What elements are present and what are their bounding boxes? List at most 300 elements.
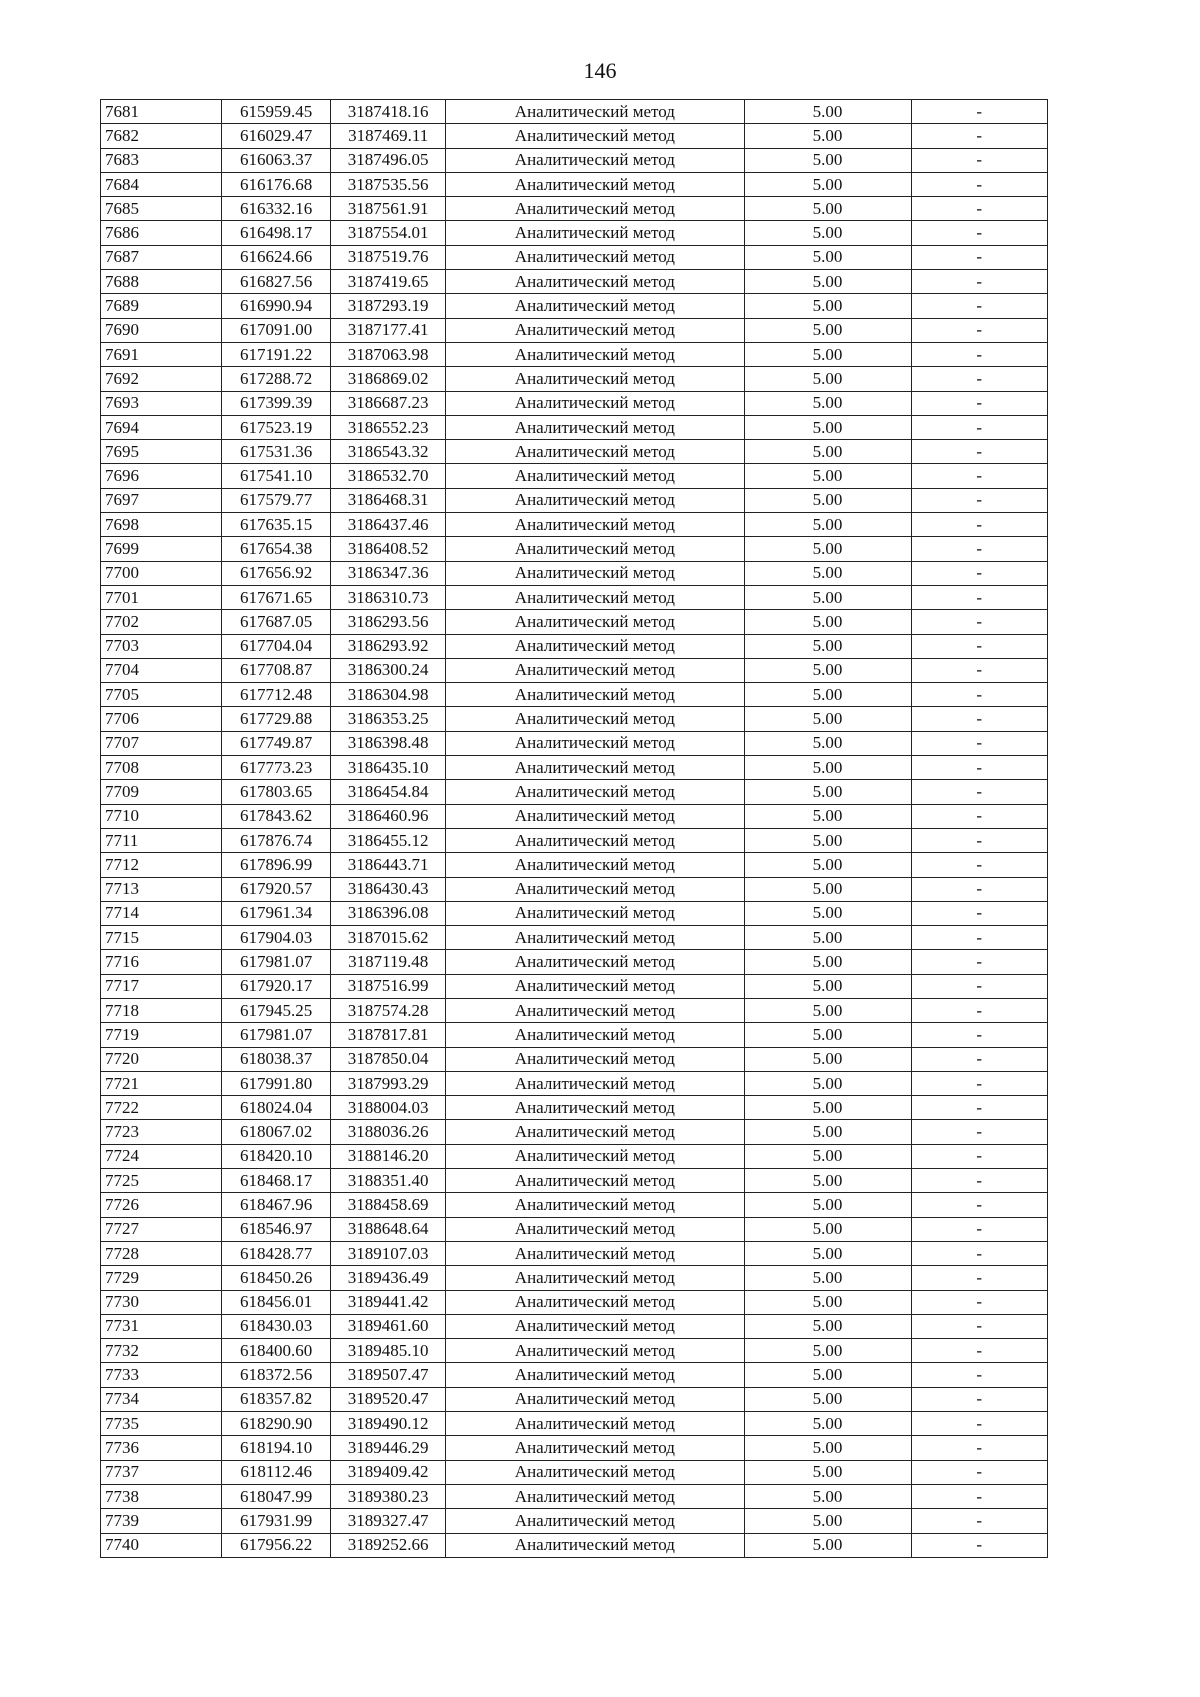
y-coordinate-cell: 3189436.49	[331, 1266, 446, 1290]
accuracy-cell: 5.00	[744, 804, 911, 828]
y-coordinate-cell: 3187293.19	[331, 294, 446, 318]
x-coordinate-cell: 617749.87	[222, 731, 331, 755]
method-cell: Аналитический метод	[446, 1047, 744, 1071]
note-cell: -	[911, 391, 1047, 415]
x-coordinate-cell: 618428.77	[222, 1241, 331, 1265]
x-coordinate-cell: 617541.10	[222, 464, 331, 488]
accuracy-cell: 5.00	[744, 974, 911, 998]
note-cell: -	[911, 610, 1047, 634]
y-coordinate-cell: 3189446.29	[331, 1436, 446, 1460]
point-number-cell: 7718	[101, 998, 222, 1022]
coordinates-table-body	[101, 100, 1048, 1558]
table-row	[101, 1266, 1048, 1290]
y-coordinate-cell: 3187119.48	[331, 950, 446, 974]
accuracy-cell: 5.00	[744, 318, 911, 342]
point-number-cell: 7715	[101, 926, 222, 950]
point-number-cell: 7725	[101, 1169, 222, 1193]
x-coordinate-cell: 618067.02	[222, 1120, 331, 1144]
table-row	[101, 1363, 1048, 1387]
point-number-cell: 7684	[101, 172, 222, 196]
table-row	[101, 1339, 1048, 1363]
method-cell: Аналитический метод	[446, 1120, 744, 1144]
method-cell: Аналитический метод	[446, 926, 744, 950]
method-cell: Аналитический метод	[446, 148, 744, 172]
note-cell: -	[911, 245, 1047, 269]
y-coordinate-cell: 3188648.64	[331, 1217, 446, 1241]
y-coordinate-cell: 3187496.05	[331, 148, 446, 172]
method-cell: Аналитический метод	[446, 1241, 744, 1265]
note-cell: -	[911, 488, 1047, 512]
method-cell: Аналитический метод	[446, 780, 744, 804]
accuracy-cell: 5.00	[744, 610, 911, 634]
point-number-cell: 7734	[101, 1387, 222, 1411]
table-row	[101, 1169, 1048, 1193]
x-coordinate-cell: 617708.87	[222, 658, 331, 682]
point-number-cell: 7702	[101, 610, 222, 634]
point-number-cell: 7713	[101, 877, 222, 901]
x-coordinate-cell: 617635.15	[222, 513, 331, 537]
point-number-cell: 7701	[101, 585, 222, 609]
x-coordinate-cell: 618468.17	[222, 1169, 331, 1193]
method-cell: Аналитический метод	[446, 221, 744, 245]
accuracy-cell: 5.00	[744, 1387, 911, 1411]
y-coordinate-cell: 3187850.04	[331, 1047, 446, 1071]
method-cell: Аналитический метод	[446, 318, 744, 342]
x-coordinate-cell: 616624.66	[222, 245, 331, 269]
table-row	[101, 1460, 1048, 1484]
x-coordinate-cell: 616063.37	[222, 148, 331, 172]
accuracy-cell: 5.00	[744, 1484, 911, 1508]
y-coordinate-cell: 3187519.76	[331, 245, 446, 269]
method-cell: Аналитический метод	[446, 877, 744, 901]
x-coordinate-cell: 617991.80	[222, 1071, 331, 1095]
accuracy-cell: 5.00	[744, 707, 911, 731]
table-row	[101, 658, 1048, 682]
accuracy-cell: 5.00	[744, 1193, 911, 1217]
accuracy-cell: 5.00	[744, 148, 911, 172]
note-cell: -	[911, 828, 1047, 852]
method-cell: Аналитический метод	[446, 610, 744, 634]
y-coordinate-cell: 3189507.47	[331, 1363, 446, 1387]
y-coordinate-cell: 3189461.60	[331, 1314, 446, 1338]
point-number-cell: 7722	[101, 1096, 222, 1120]
method-cell: Аналитический метод	[446, 1412, 744, 1436]
accuracy-cell: 5.00	[744, 245, 911, 269]
y-coordinate-cell: 3186454.84	[331, 780, 446, 804]
method-cell: Аналитический метод	[446, 367, 744, 391]
y-coordinate-cell: 3187177.41	[331, 318, 446, 342]
method-cell: Аналитический метод	[446, 342, 744, 366]
page-number: 146	[583, 58, 617, 83]
note-cell: -	[911, 1071, 1047, 1095]
table-row	[101, 901, 1048, 925]
method-cell: Аналитический метод	[446, 901, 744, 925]
point-number-cell: 7736	[101, 1436, 222, 1460]
y-coordinate-cell: 3186869.02	[331, 367, 446, 391]
y-coordinate-cell: 3186304.98	[331, 683, 446, 707]
point-number-cell: 7730	[101, 1290, 222, 1314]
x-coordinate-cell: 617956.22	[222, 1533, 331, 1557]
accuracy-cell: 5.00	[744, 780, 911, 804]
method-cell: Аналитический метод	[446, 124, 744, 148]
y-coordinate-cell: 3186443.71	[331, 853, 446, 877]
point-number-cell: 7720	[101, 1047, 222, 1071]
method-cell: Аналитический метод	[446, 1339, 744, 1363]
note-cell: -	[911, 537, 1047, 561]
note-cell: -	[911, 318, 1047, 342]
method-cell: Аналитический метод	[446, 1193, 744, 1217]
table-row	[101, 440, 1048, 464]
method-cell: Аналитический метод	[446, 950, 744, 974]
x-coordinate-cell: 618420.10	[222, 1144, 331, 1168]
note-cell: -	[911, 998, 1047, 1022]
table-row	[101, 683, 1048, 707]
accuracy-cell: 5.00	[744, 197, 911, 221]
table-row	[101, 853, 1048, 877]
note-cell: -	[911, 561, 1047, 585]
method-cell: Аналитический метод	[446, 1314, 744, 1338]
x-coordinate-cell: 616990.94	[222, 294, 331, 318]
method-cell: Аналитический метод	[446, 245, 744, 269]
x-coordinate-cell: 616029.47	[222, 124, 331, 148]
table-row	[101, 1412, 1048, 1436]
point-number-cell: 7705	[101, 683, 222, 707]
x-coordinate-cell: 617981.07	[222, 1023, 331, 1047]
note-cell: -	[911, 731, 1047, 755]
method-cell: Аналитический метод	[446, 1169, 744, 1193]
point-number-cell: 7723	[101, 1120, 222, 1144]
accuracy-cell: 5.00	[744, 464, 911, 488]
y-coordinate-cell: 3186552.23	[331, 415, 446, 439]
accuracy-cell: 5.00	[744, 1266, 911, 1290]
point-number-cell: 7733	[101, 1363, 222, 1387]
method-cell: Аналитический метод	[446, 998, 744, 1022]
note-cell: -	[911, 513, 1047, 537]
accuracy-cell: 5.00	[744, 1023, 911, 1047]
note-cell: -	[911, 1436, 1047, 1460]
point-number-cell: 7711	[101, 828, 222, 852]
table-row	[101, 1241, 1048, 1265]
point-number-cell: 7738	[101, 1484, 222, 1508]
coordinates-table	[100, 99, 1048, 1558]
x-coordinate-cell: 617579.77	[222, 488, 331, 512]
note-cell: -	[911, 1193, 1047, 1217]
y-coordinate-cell: 3188351.40	[331, 1169, 446, 1193]
method-cell: Аналитический метод	[446, 464, 744, 488]
method-cell: Аналитический метод	[446, 415, 744, 439]
point-number-cell: 7740	[101, 1533, 222, 1557]
table-row	[101, 1120, 1048, 1144]
table-row	[101, 1047, 1048, 1071]
point-number-cell: 7719	[101, 1023, 222, 1047]
note-cell: -	[911, 1023, 1047, 1047]
x-coordinate-cell: 615959.45	[222, 100, 331, 124]
table-row	[101, 1217, 1048, 1241]
note-cell: -	[911, 683, 1047, 707]
accuracy-cell: 5.00	[744, 1241, 911, 1265]
point-number-cell: 7685	[101, 197, 222, 221]
table-row	[101, 1484, 1048, 1508]
note-cell: -	[911, 877, 1047, 901]
method-cell: Аналитический метод	[446, 1484, 744, 1508]
method-cell: Аналитический метод	[446, 1363, 744, 1387]
note-cell: -	[911, 294, 1047, 318]
x-coordinate-cell: 617920.57	[222, 877, 331, 901]
x-coordinate-cell: 617191.22	[222, 342, 331, 366]
table-row	[101, 1290, 1048, 1314]
table-row	[101, 1071, 1048, 1095]
point-number-cell: 7717	[101, 974, 222, 998]
accuracy-cell: 5.00	[744, 1120, 911, 1144]
x-coordinate-cell: 617531.36	[222, 440, 331, 464]
x-coordinate-cell: 617288.72	[222, 367, 331, 391]
accuracy-cell: 5.00	[744, 1412, 911, 1436]
accuracy-cell: 5.00	[744, 440, 911, 464]
y-coordinate-cell: 3187418.16	[331, 100, 446, 124]
point-number-cell: 7737	[101, 1460, 222, 1484]
accuracy-cell: 5.00	[744, 731, 911, 755]
point-number-cell: 7693	[101, 391, 222, 415]
table-row	[101, 877, 1048, 901]
method-cell: Аналитический метод	[446, 707, 744, 731]
note-cell: -	[911, 148, 1047, 172]
point-number-cell: 7732	[101, 1339, 222, 1363]
table-row	[101, 172, 1048, 196]
method-cell: Аналитический метод	[446, 440, 744, 464]
x-coordinate-cell: 617981.07	[222, 950, 331, 974]
point-number-cell: 7697	[101, 488, 222, 512]
x-coordinate-cell: 617773.23	[222, 756, 331, 780]
table-row	[101, 585, 1048, 609]
point-number-cell: 7728	[101, 1241, 222, 1265]
x-coordinate-cell: 618112.46	[222, 1460, 331, 1484]
table-row	[101, 124, 1048, 148]
table-row	[101, 537, 1048, 561]
x-coordinate-cell: 616176.68	[222, 172, 331, 196]
accuracy-cell: 5.00	[744, 1533, 911, 1557]
note-cell: -	[911, 1363, 1047, 1387]
note-cell: -	[911, 124, 1047, 148]
method-cell: Аналитический метод	[446, 828, 744, 852]
table-row	[101, 1436, 1048, 1460]
x-coordinate-cell: 618194.10	[222, 1436, 331, 1460]
point-number-cell: 7694	[101, 415, 222, 439]
table-row	[101, 998, 1048, 1022]
point-number-cell: 7724	[101, 1144, 222, 1168]
note-cell: -	[911, 270, 1047, 294]
point-number-cell: 7729	[101, 1266, 222, 1290]
x-coordinate-cell: 617843.62	[222, 804, 331, 828]
accuracy-cell: 5.00	[744, 926, 911, 950]
point-number-cell: 7690	[101, 318, 222, 342]
note-cell: -	[911, 1509, 1047, 1533]
accuracy-cell: 5.00	[744, 1047, 911, 1071]
y-coordinate-cell: 3188458.69	[331, 1193, 446, 1217]
method-cell: Аналитический метод	[446, 1460, 744, 1484]
x-coordinate-cell: 617687.05	[222, 610, 331, 634]
method-cell: Аналитический метод	[446, 294, 744, 318]
method-cell: Аналитический метод	[446, 391, 744, 415]
accuracy-cell: 5.00	[744, 1363, 911, 1387]
method-cell: Аналитический метод	[446, 1096, 744, 1120]
y-coordinate-cell: 3187574.28	[331, 998, 446, 1022]
method-cell: Аналитический метод	[446, 537, 744, 561]
y-coordinate-cell: 3187561.91	[331, 197, 446, 221]
note-cell: -	[911, 342, 1047, 366]
y-coordinate-cell: 3189490.12	[331, 1412, 446, 1436]
table-row	[101, 1193, 1048, 1217]
point-number-cell: 7707	[101, 731, 222, 755]
point-number-cell: 7703	[101, 634, 222, 658]
y-coordinate-cell: 3189252.66	[331, 1533, 446, 1557]
table-row	[101, 561, 1048, 585]
accuracy-cell: 5.00	[744, 756, 911, 780]
table-row	[101, 756, 1048, 780]
x-coordinate-cell: 618038.37	[222, 1047, 331, 1071]
x-coordinate-cell: 618372.56	[222, 1363, 331, 1387]
note-cell: -	[911, 1169, 1047, 1193]
x-coordinate-cell: 618357.82	[222, 1387, 331, 1411]
note-cell: -	[911, 901, 1047, 925]
note-cell: -	[911, 950, 1047, 974]
accuracy-cell: 5.00	[744, 658, 911, 682]
note-cell: -	[911, 1460, 1047, 1484]
y-coordinate-cell: 3189520.47	[331, 1387, 446, 1411]
point-number-cell: 7712	[101, 853, 222, 877]
note-cell: -	[911, 197, 1047, 221]
y-coordinate-cell: 3186398.48	[331, 731, 446, 755]
accuracy-cell: 5.00	[744, 1509, 911, 1533]
y-coordinate-cell: 3189380.23	[331, 1484, 446, 1508]
accuracy-cell: 5.00	[744, 172, 911, 196]
table-row	[101, 1509, 1048, 1533]
accuracy-cell: 5.00	[744, 585, 911, 609]
point-number-cell: 7709	[101, 780, 222, 804]
point-number-cell: 7735	[101, 1412, 222, 1436]
table-row	[101, 1387, 1048, 1411]
y-coordinate-cell: 3189485.10	[331, 1339, 446, 1363]
y-coordinate-cell: 3186455.12	[331, 828, 446, 852]
note-cell: -	[911, 1314, 1047, 1338]
note-cell: -	[911, 172, 1047, 196]
point-number-cell: 7708	[101, 756, 222, 780]
accuracy-cell: 5.00	[744, 828, 911, 852]
method-cell: Аналитический метод	[446, 683, 744, 707]
note-cell: -	[911, 1533, 1047, 1557]
accuracy-cell: 5.00	[744, 391, 911, 415]
point-number-cell: 7695	[101, 440, 222, 464]
table-row	[101, 1314, 1048, 1338]
note-cell: -	[911, 634, 1047, 658]
accuracy-cell: 5.00	[744, 1314, 911, 1338]
method-cell: Аналитический метод	[446, 1217, 744, 1241]
method-cell: Аналитический метод	[446, 488, 744, 512]
y-coordinate-cell: 3187015.62	[331, 926, 446, 950]
x-coordinate-cell: 616332.16	[222, 197, 331, 221]
point-number-cell: 7696	[101, 464, 222, 488]
y-coordinate-cell: 3186543.32	[331, 440, 446, 464]
x-coordinate-cell: 617876.74	[222, 828, 331, 852]
method-cell: Аналитический метод	[446, 172, 744, 196]
point-number-cell: 7699	[101, 537, 222, 561]
y-coordinate-cell: 3187419.65	[331, 270, 446, 294]
y-coordinate-cell: 3187063.98	[331, 342, 446, 366]
table-row	[101, 197, 1048, 221]
accuracy-cell: 5.00	[744, 950, 911, 974]
accuracy-cell: 5.00	[744, 561, 911, 585]
x-coordinate-cell: 618546.97	[222, 1217, 331, 1241]
y-coordinate-cell: 3186293.56	[331, 610, 446, 634]
accuracy-cell: 5.00	[744, 342, 911, 366]
x-coordinate-cell: 618047.99	[222, 1484, 331, 1508]
note-cell: -	[911, 100, 1047, 124]
point-number-cell: 7731	[101, 1314, 222, 1338]
accuracy-cell: 5.00	[744, 221, 911, 245]
point-number-cell: 7714	[101, 901, 222, 925]
point-number-cell: 7739	[101, 1509, 222, 1533]
x-coordinate-cell: 617399.39	[222, 391, 331, 415]
x-coordinate-cell: 618024.04	[222, 1096, 331, 1120]
y-coordinate-cell: 3186408.52	[331, 537, 446, 561]
x-coordinate-cell: 617803.65	[222, 780, 331, 804]
table-row	[101, 488, 1048, 512]
point-number-cell: 7689	[101, 294, 222, 318]
table-row	[101, 294, 1048, 318]
method-cell: Аналитический метод	[446, 1533, 744, 1557]
y-coordinate-cell: 3187554.01	[331, 221, 446, 245]
y-coordinate-cell: 3186435.10	[331, 756, 446, 780]
method-cell: Аналитический метод	[446, 1509, 744, 1533]
table-row	[101, 974, 1048, 998]
table-row	[101, 100, 1048, 124]
accuracy-cell: 5.00	[744, 877, 911, 901]
y-coordinate-cell: 3188146.20	[331, 1144, 446, 1168]
accuracy-cell: 5.00	[744, 1290, 911, 1314]
note-cell: -	[911, 1290, 1047, 1314]
y-coordinate-cell: 3187469.11	[331, 124, 446, 148]
note-cell: -	[911, 1266, 1047, 1290]
note-cell: -	[911, 658, 1047, 682]
table-row	[101, 367, 1048, 391]
note-cell: -	[911, 707, 1047, 731]
table-row	[101, 148, 1048, 172]
y-coordinate-cell: 3187535.56	[331, 172, 446, 196]
method-cell: Аналитический метод	[446, 853, 744, 877]
point-number-cell: 7692	[101, 367, 222, 391]
point-number-cell: 7688	[101, 270, 222, 294]
accuracy-cell: 5.00	[744, 488, 911, 512]
y-coordinate-cell: 3186687.23	[331, 391, 446, 415]
point-number-cell: 7727	[101, 1217, 222, 1241]
point-number-cell: 7721	[101, 1071, 222, 1095]
table-row	[101, 610, 1048, 634]
table-row	[101, 1144, 1048, 1168]
x-coordinate-cell: 618450.26	[222, 1266, 331, 1290]
accuracy-cell: 5.00	[744, 124, 911, 148]
table-row	[101, 926, 1048, 950]
x-coordinate-cell: 618456.01	[222, 1290, 331, 1314]
accuracy-cell: 5.00	[744, 1217, 911, 1241]
accuracy-cell: 5.00	[744, 1339, 911, 1363]
table-row	[101, 464, 1048, 488]
note-cell: -	[911, 464, 1047, 488]
accuracy-cell: 5.00	[744, 1436, 911, 1460]
table-row	[101, 415, 1048, 439]
y-coordinate-cell: 3186468.31	[331, 488, 446, 512]
note-cell: -	[911, 974, 1047, 998]
y-coordinate-cell: 3186460.96	[331, 804, 446, 828]
accuracy-cell: 5.00	[744, 513, 911, 537]
